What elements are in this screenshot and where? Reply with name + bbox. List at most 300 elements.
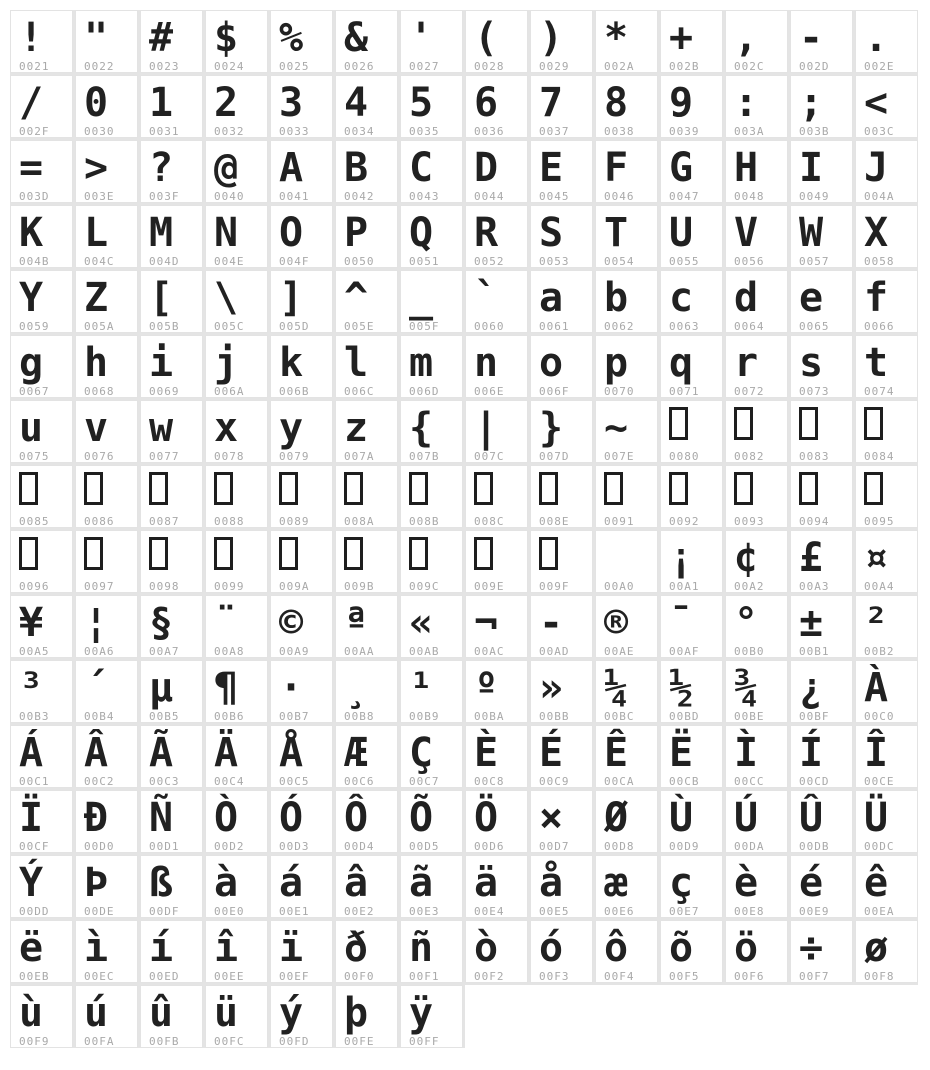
glyph-cell[interactable] xyxy=(335,985,398,1048)
glyph-cell[interactable] xyxy=(400,400,463,463)
glyph-cell[interactable] xyxy=(790,465,853,528)
glyph-cell[interactable] xyxy=(75,790,138,853)
glyph-cell[interactable] xyxy=(335,790,398,853)
glyph-code-label: 007A xyxy=(344,450,375,463)
glyph-cell[interactable] xyxy=(400,10,463,73)
glyph-cell[interactable] xyxy=(465,595,528,658)
glyph-cell[interactable] xyxy=(270,725,333,788)
glyph-cell[interactable] xyxy=(725,855,788,918)
glyph: U xyxy=(669,210,694,256)
glyph-cell[interactable] xyxy=(335,140,398,203)
glyph-cell[interactable] xyxy=(270,400,333,463)
glyph-cell[interactable] xyxy=(10,270,73,333)
glyph-code-label: 005F xyxy=(409,320,440,333)
glyph-cell[interactable] xyxy=(140,855,203,918)
glyph-cell[interactable] xyxy=(725,400,788,463)
glyph-cell[interactable] xyxy=(270,660,333,723)
glyph: & xyxy=(344,15,369,61)
glyph-cell[interactable] xyxy=(725,335,788,398)
glyph-cell[interactable] xyxy=(10,465,73,528)
glyph-cell[interactable] xyxy=(595,725,658,788)
glyph: ÷ xyxy=(799,925,824,971)
glyph-cell[interactable] xyxy=(595,270,658,333)
glyph-cell[interactable] xyxy=(205,140,268,203)
glyph-cell[interactable] xyxy=(270,75,333,138)
glyph-code-label: 009E xyxy=(474,580,505,593)
glyph-cell[interactable] xyxy=(855,400,918,463)
glyph: Å xyxy=(279,730,304,776)
glyph-cell[interactable] xyxy=(725,920,788,983)
glyph-code-label: 0038 xyxy=(604,125,635,138)
glyph-cell[interactable] xyxy=(75,400,138,463)
glyph-cell[interactable] xyxy=(595,530,658,593)
glyph-cell[interactable] xyxy=(465,400,528,463)
glyph-cell[interactable] xyxy=(270,530,333,593)
glyph-code-label: 0070 xyxy=(604,385,635,398)
glyph-cell[interactable] xyxy=(855,205,918,268)
glyph-code-label: 00ED xyxy=(149,970,180,983)
glyph-code-label: 00A0 xyxy=(604,580,635,593)
glyph-cell[interactable] xyxy=(205,465,268,528)
glyph-cell[interactable] xyxy=(400,985,463,1048)
glyph-cell[interactable] xyxy=(335,920,398,983)
glyph-cell[interactable] xyxy=(270,595,333,658)
glyph-cell[interactable] xyxy=(335,335,398,398)
glyph-cell[interactable] xyxy=(205,75,268,138)
notdef-box-icon xyxy=(149,472,168,505)
glyph-cell[interactable] xyxy=(855,10,918,73)
glyph-cell[interactable] xyxy=(400,270,463,333)
glyph-code-label: 0037 xyxy=(539,125,570,138)
glyph-cell[interactable] xyxy=(855,920,918,983)
glyph-cell[interactable] xyxy=(140,75,203,138)
glyph-cell[interactable] xyxy=(205,400,268,463)
glyph-cell[interactable] xyxy=(75,335,138,398)
glyph: Ý xyxy=(19,860,44,906)
glyph-code-label: 002C xyxy=(734,60,765,73)
glyph-cell[interactable] xyxy=(335,75,398,138)
glyph-cell[interactable] xyxy=(530,855,593,918)
glyph-cell[interactable] xyxy=(790,205,853,268)
glyph-cell[interactable] xyxy=(205,270,268,333)
glyph-cell[interactable] xyxy=(790,400,853,463)
glyph-cell[interactable] xyxy=(660,140,723,203)
glyph-cell[interactable] xyxy=(530,205,593,268)
glyph-cell[interactable] xyxy=(790,595,853,658)
glyph-cell[interactable] xyxy=(400,465,463,528)
glyph-cell[interactable] xyxy=(465,205,528,268)
glyph-cell[interactable] xyxy=(530,465,593,528)
glyph-cell[interactable] xyxy=(790,855,853,918)
glyph-code-label: 007C xyxy=(474,450,505,463)
glyph-cell[interactable] xyxy=(205,725,268,788)
glyph-cell[interactable] xyxy=(205,920,268,983)
glyph-cell[interactable] xyxy=(790,790,853,853)
glyph-cell[interactable] xyxy=(855,140,918,203)
glyph-cell[interactable] xyxy=(335,270,398,333)
glyph-cell[interactable] xyxy=(335,530,398,593)
glyph-cell[interactable] xyxy=(465,465,528,528)
glyph-cell[interactable] xyxy=(10,335,73,398)
glyph-cell[interactable] xyxy=(660,920,723,983)
glyph-cell[interactable] xyxy=(140,660,203,723)
glyph: H xyxy=(734,145,759,191)
notdef-glyph xyxy=(19,472,72,514)
glyph-cell[interactable] xyxy=(595,595,658,658)
glyph-cell[interactable] xyxy=(790,140,853,203)
glyph-cell[interactable] xyxy=(660,530,723,593)
glyph-code-label: 0062 xyxy=(604,320,635,333)
glyph-code-label: 002D xyxy=(799,60,830,73)
glyph-cell[interactable] xyxy=(270,985,333,1048)
glyph-cell[interactable] xyxy=(530,400,593,463)
glyph-cell[interactable] xyxy=(205,855,268,918)
glyph-code-label: 0042 xyxy=(344,190,375,203)
glyph-cell[interactable] xyxy=(75,205,138,268)
glyph-cell[interactable] xyxy=(140,530,203,593)
glyph-cell[interactable] xyxy=(400,725,463,788)
glyph-cell[interactable] xyxy=(75,920,138,983)
glyph-cell[interactable] xyxy=(465,75,528,138)
glyph-code-label: 00DD xyxy=(19,905,50,918)
glyph-cell[interactable] xyxy=(595,400,658,463)
glyph-cell[interactable] xyxy=(10,400,73,463)
glyph-cell[interactable] xyxy=(530,660,593,723)
glyph-cell[interactable] xyxy=(400,335,463,398)
glyph-cell[interactable] xyxy=(595,920,658,983)
glyph-cell[interactable] xyxy=(790,530,853,593)
glyph-code-label: 0059 xyxy=(19,320,50,333)
glyph-cell[interactable] xyxy=(140,725,203,788)
glyph: 6 xyxy=(474,80,499,126)
glyph-code-label: 00A2 xyxy=(734,580,765,593)
glyph-cell[interactable] xyxy=(660,660,723,723)
glyph-cell[interactable] xyxy=(465,790,528,853)
glyph-code-label: 00B7 xyxy=(279,710,310,723)
glyph-code-label: 0095 xyxy=(864,515,895,528)
glyph: ~ xyxy=(604,405,629,451)
glyph-cell[interactable] xyxy=(465,855,528,918)
glyph-code-label: 005B xyxy=(149,320,180,333)
notdef-glyph xyxy=(669,472,722,514)
glyph: ` xyxy=(474,275,499,321)
glyph-cell[interactable] xyxy=(205,335,268,398)
glyph-cell[interactable] xyxy=(530,140,593,203)
glyph-cell[interactable] xyxy=(465,530,528,593)
glyph-cell[interactable] xyxy=(855,660,918,723)
glyph-cell[interactable] xyxy=(725,10,788,73)
glyph-cell[interactable] xyxy=(335,660,398,723)
glyph-cell[interactable] xyxy=(725,465,788,528)
glyph-cell[interactable] xyxy=(75,855,138,918)
glyph-cell[interactable] xyxy=(855,465,918,528)
glyph: 3 xyxy=(279,80,304,126)
glyph-cell[interactable] xyxy=(530,335,593,398)
glyph-cell[interactable] xyxy=(75,595,138,658)
glyph-cell[interactable] xyxy=(465,920,528,983)
glyph-cell[interactable] xyxy=(725,75,788,138)
glyph-cell[interactable] xyxy=(790,10,853,73)
notdef-box-icon xyxy=(864,407,883,440)
glyph: õ xyxy=(669,925,694,971)
glyph-cell[interactable] xyxy=(790,75,853,138)
glyph-cell[interactable] xyxy=(400,920,463,983)
glyph-cell[interactable] xyxy=(660,855,723,918)
glyph-code-label: 00E6 xyxy=(604,905,635,918)
glyph-cell[interactable] xyxy=(75,10,138,73)
glyph: % xyxy=(279,15,304,61)
glyph-cell[interactable] xyxy=(595,335,658,398)
glyph-cell[interactable] xyxy=(140,10,203,73)
glyph: ò xyxy=(474,925,499,971)
glyph-cell[interactable] xyxy=(790,270,853,333)
glyph-cell[interactable] xyxy=(140,985,203,1048)
glyph-cell[interactable] xyxy=(530,10,593,73)
glyph-cell[interactable] xyxy=(790,920,853,983)
notdef-glyph xyxy=(344,537,397,579)
glyph: Î xyxy=(864,730,889,776)
glyph-cell[interactable] xyxy=(10,595,73,658)
glyph-cell[interactable] xyxy=(10,530,73,593)
glyph-cell[interactable] xyxy=(855,335,918,398)
glyph-cell[interactable] xyxy=(75,270,138,333)
glyph-cell[interactable] xyxy=(75,985,138,1048)
glyph-cell[interactable] xyxy=(400,75,463,138)
glyph-cell[interactable] xyxy=(660,725,723,788)
glyph-cell[interactable] xyxy=(465,270,528,333)
glyph-cell[interactable] xyxy=(75,530,138,593)
glyph-cell[interactable] xyxy=(855,855,918,918)
glyph-cell[interactable] xyxy=(530,725,593,788)
glyph-cell[interactable] xyxy=(75,140,138,203)
glyph-cell[interactable] xyxy=(855,530,918,593)
glyph-cell[interactable] xyxy=(10,985,73,1048)
glyph-cell[interactable] xyxy=(660,335,723,398)
glyph-cell[interactable] xyxy=(335,400,398,463)
glyph: O xyxy=(279,210,304,256)
glyph-code-label: 0030 xyxy=(84,125,115,138)
glyph: ü xyxy=(214,990,239,1036)
glyph-cell[interactable] xyxy=(75,725,138,788)
glyph-cell[interactable] xyxy=(270,855,333,918)
glyph-cell[interactable] xyxy=(140,335,203,398)
glyph: ¡ xyxy=(669,535,694,581)
glyph-cell[interactable] xyxy=(10,855,73,918)
glyph-cell[interactable] xyxy=(140,920,203,983)
glyph: K xyxy=(19,210,44,256)
glyph-cell[interactable] xyxy=(660,465,723,528)
glyph-cell[interactable] xyxy=(855,790,918,853)
glyph-code-label: 0046 xyxy=(604,190,635,203)
glyph-cell[interactable] xyxy=(660,75,723,138)
glyph-code-label: 00D4 xyxy=(344,840,375,853)
glyph-cell[interactable] xyxy=(530,75,593,138)
glyph-cell[interactable] xyxy=(75,75,138,138)
glyph-cell[interactable] xyxy=(270,270,333,333)
glyph-code-label: 0067 xyxy=(19,385,50,398)
glyph-cell[interactable] xyxy=(335,10,398,73)
glyph-code-label: 0082 xyxy=(734,450,765,463)
glyph-cell[interactable] xyxy=(335,725,398,788)
glyph-cell[interactable] xyxy=(205,530,268,593)
glyph-cell[interactable] xyxy=(205,595,268,658)
glyph-code-label: 00E5 xyxy=(539,905,570,918)
glyph-code-label: 006D xyxy=(409,385,440,398)
glyph-code-label: 002A xyxy=(604,60,635,73)
glyph-cell[interactable] xyxy=(10,790,73,853)
glyph-code-label: 0033 xyxy=(279,125,310,138)
glyph-cell[interactable] xyxy=(75,660,138,723)
notdef-glyph xyxy=(669,407,722,449)
glyph-cell[interactable] xyxy=(10,205,73,268)
glyph-cell[interactable] xyxy=(465,10,528,73)
glyph: 7 xyxy=(539,80,564,126)
glyph-cell[interactable] xyxy=(10,75,73,138)
glyph-code-label: 0039 xyxy=(669,125,700,138)
glyph-cell[interactable] xyxy=(335,595,398,658)
glyph-cell[interactable] xyxy=(205,790,268,853)
glyph-cell[interactable] xyxy=(10,725,73,788)
glyph-cell[interactable] xyxy=(660,10,723,73)
glyph-cell[interactable] xyxy=(335,855,398,918)
glyph-cell[interactable] xyxy=(400,140,463,203)
glyph: j xyxy=(214,340,239,386)
glyph-cell[interactable] xyxy=(725,140,788,203)
glyph: Â xyxy=(84,730,109,776)
glyph-cell[interactable] xyxy=(140,205,203,268)
glyph-cell[interactable] xyxy=(400,530,463,593)
glyph-cell[interactable] xyxy=(140,790,203,853)
glyph-cell[interactable] xyxy=(725,270,788,333)
glyph-cell[interactable] xyxy=(725,725,788,788)
glyph-cell[interactable] xyxy=(270,205,333,268)
glyph-cell[interactable] xyxy=(140,270,203,333)
glyph-cell[interactable] xyxy=(10,140,73,203)
glyph-cell[interactable] xyxy=(400,790,463,853)
glyph-cell[interactable] xyxy=(205,10,268,73)
glyph-cell[interactable] xyxy=(465,140,528,203)
glyph-cell[interactable] xyxy=(140,400,203,463)
notdef-box-icon xyxy=(734,472,753,505)
glyph: D xyxy=(474,145,499,191)
glyph-cell[interactable] xyxy=(660,595,723,658)
glyph-cell[interactable] xyxy=(790,660,853,723)
glyph-cell[interactable] xyxy=(725,790,788,853)
glyph-cell[interactable] xyxy=(140,140,203,203)
glyph-cell[interactable] xyxy=(400,595,463,658)
glyph-cell[interactable] xyxy=(530,530,593,593)
glyph: ¿ xyxy=(799,665,824,711)
glyph-cell[interactable] xyxy=(270,335,333,398)
glyph-cell[interactable] xyxy=(725,595,788,658)
glyph-cell[interactable] xyxy=(205,985,268,1048)
glyph xyxy=(604,537,657,579)
glyph-cell[interactable] xyxy=(335,205,398,268)
glyph: E xyxy=(539,145,564,191)
glyph-cell[interactable] xyxy=(530,920,593,983)
glyph-code-label: 0091 xyxy=(604,515,635,528)
glyph-cell[interactable] xyxy=(400,855,463,918)
glyph-cell[interactable] xyxy=(660,270,723,333)
glyph-code-label: 00DC xyxy=(864,840,895,853)
glyph-cell[interactable] xyxy=(465,725,528,788)
glyph: $ xyxy=(214,15,239,61)
glyph-cell[interactable] xyxy=(855,270,918,333)
glyph-cell[interactable] xyxy=(270,10,333,73)
notdef-glyph xyxy=(149,537,202,579)
glyph-cell[interactable] xyxy=(725,205,788,268)
glyph-cell[interactable] xyxy=(270,465,333,528)
glyph-cell[interactable] xyxy=(855,725,918,788)
glyph-cell[interactable] xyxy=(530,595,593,658)
glyph-cell[interactable] xyxy=(790,335,853,398)
glyph-cell[interactable] xyxy=(400,205,463,268)
glyph-code-label: 004C xyxy=(84,255,115,268)
glyph-cell[interactable] xyxy=(205,205,268,268)
glyph-cell[interactable] xyxy=(10,660,73,723)
glyph-cell[interactable] xyxy=(855,75,918,138)
glyph-cell[interactable] xyxy=(790,725,853,788)
glyph-code-label: 0058 xyxy=(864,255,895,268)
glyph-cell[interactable] xyxy=(595,140,658,203)
glyph-cell[interactable] xyxy=(660,400,723,463)
glyph-cell[interactable] xyxy=(10,10,73,73)
glyph-cell[interactable] xyxy=(465,660,528,723)
glyph-cell[interactable] xyxy=(595,790,658,853)
glyph-code-label: 00E8 xyxy=(734,905,765,918)
glyph-cell[interactable] xyxy=(725,660,788,723)
glyph-cell[interactable] xyxy=(465,335,528,398)
glyph-code-label: 00C2 xyxy=(84,775,115,788)
glyph-cell[interactable] xyxy=(855,595,918,658)
glyph: d xyxy=(734,275,759,321)
glyph-cell[interactable] xyxy=(140,595,203,658)
glyph-cell[interactable] xyxy=(595,465,658,528)
glyph: ¦ xyxy=(84,600,109,646)
glyph-cell[interactable] xyxy=(335,465,398,528)
glyph: à xyxy=(214,860,239,906)
glyph: . xyxy=(864,15,889,61)
glyph-cell[interactable] xyxy=(595,660,658,723)
glyph-code-label: 00BA xyxy=(474,710,505,723)
glyph-code-label: 0036 xyxy=(474,125,505,138)
glyph-cell[interactable] xyxy=(595,205,658,268)
glyph-cell[interactable] xyxy=(595,75,658,138)
glyph-cell[interactable] xyxy=(270,790,333,853)
glyph-cell[interactable] xyxy=(270,920,333,983)
glyph-cell[interactable] xyxy=(660,205,723,268)
glyph: Ë xyxy=(669,730,694,776)
glyph-cell[interactable] xyxy=(140,465,203,528)
glyph-cell[interactable] xyxy=(75,465,138,528)
glyph-cell[interactable] xyxy=(530,270,593,333)
glyph-cell[interactable] xyxy=(10,920,73,983)
notdef-glyph xyxy=(864,472,917,514)
glyph-cell[interactable] xyxy=(595,855,658,918)
glyph: } xyxy=(539,405,564,451)
glyph: Ã xyxy=(149,730,174,776)
glyph-cell[interactable] xyxy=(205,660,268,723)
glyph-cell[interactable] xyxy=(595,10,658,73)
glyph-cell[interactable] xyxy=(270,140,333,203)
glyph-code-label: 0021 xyxy=(19,60,50,73)
glyph-cell[interactable] xyxy=(660,790,723,853)
glyph-cell[interactable] xyxy=(725,530,788,593)
glyph-cell[interactable] xyxy=(400,660,463,723)
glyph-code-label: 00F1 xyxy=(409,970,440,983)
glyph-cell[interactable] xyxy=(530,790,593,853)
glyph-code-label: 00D5 xyxy=(409,840,440,853)
